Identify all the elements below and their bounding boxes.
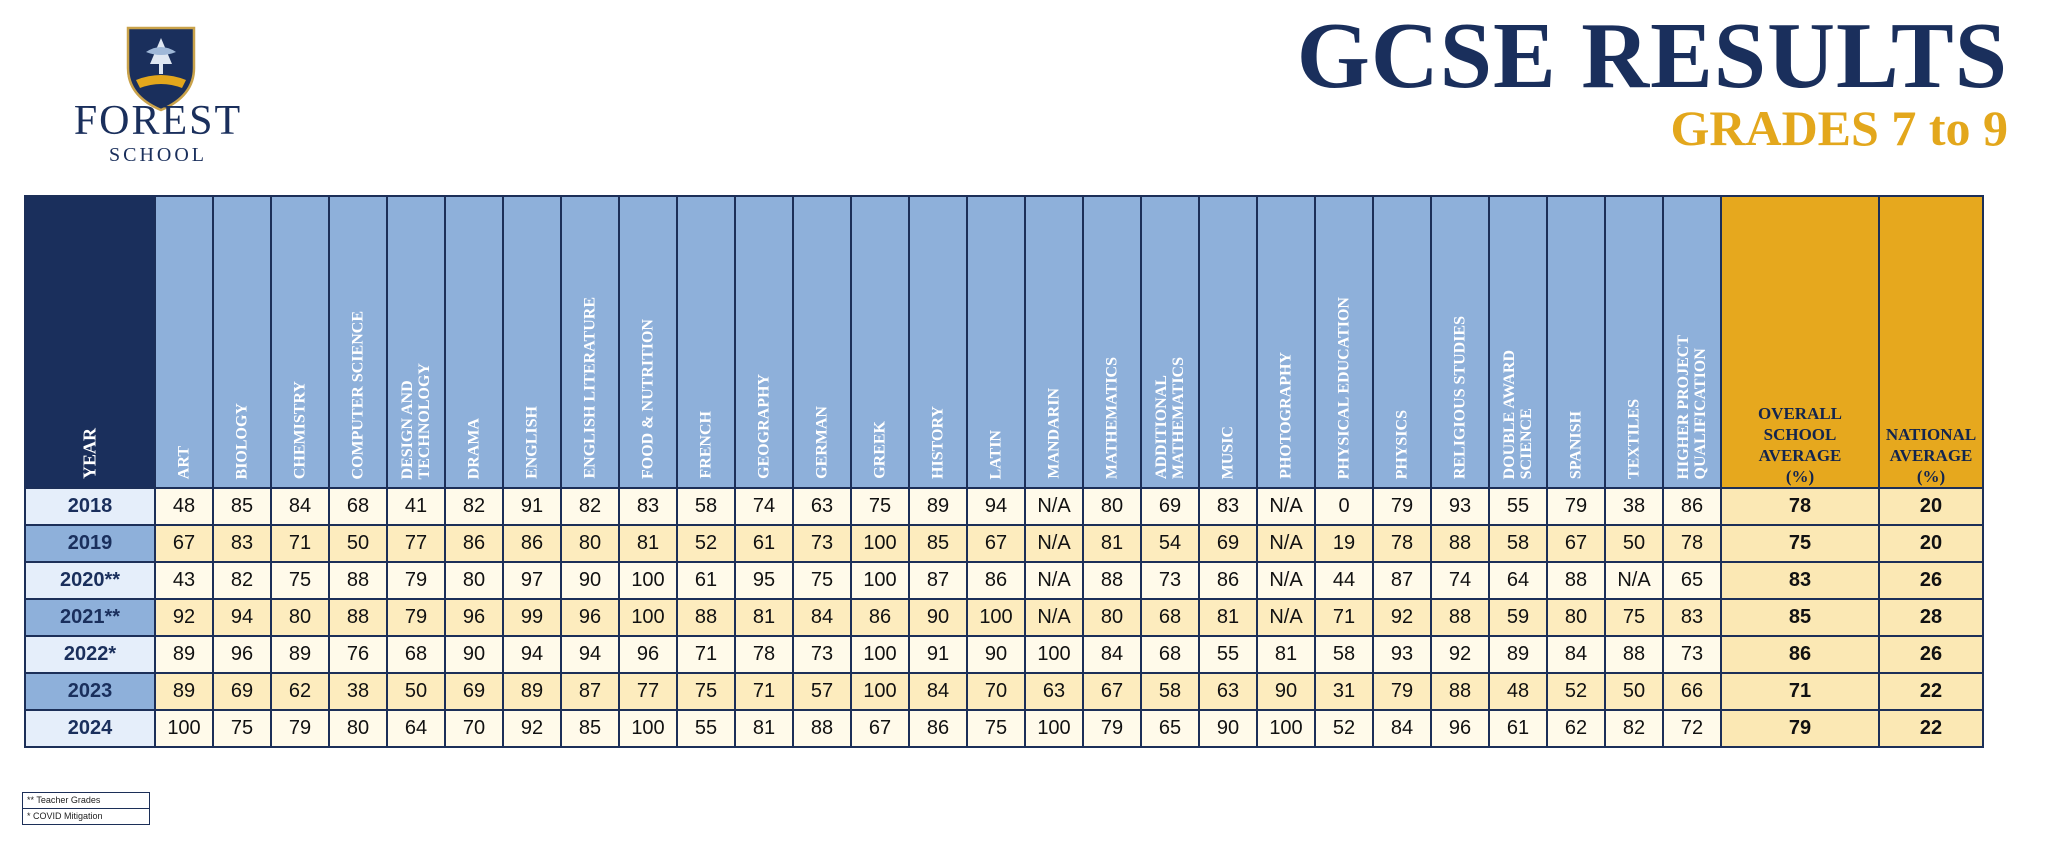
grade-cell-french: 58 xyxy=(677,488,735,525)
grade-cell-french: 52 xyxy=(677,525,735,562)
subject-header-label: BIOLOGY xyxy=(233,402,251,479)
grade-cell-food-nutrition: 100 xyxy=(619,599,677,636)
grade-cell-english-literature: 85 xyxy=(561,710,619,747)
grade-cell-food-nutrition: 81 xyxy=(619,525,677,562)
grade-cell-computer-science: 50 xyxy=(329,525,387,562)
grade-cell-art: 89 xyxy=(155,673,213,710)
school-average-cell: 83 xyxy=(1721,562,1879,599)
national-average-cell: 20 xyxy=(1879,525,1983,562)
grade-cell-physics: 93 xyxy=(1373,636,1431,673)
subject-header-label: TEXTILES xyxy=(1625,398,1643,479)
grade-cell-design-and-technology: 79 xyxy=(387,599,445,636)
subject-header-label: GEOGRAPHY xyxy=(755,374,773,479)
grade-cell-textiles: N/A xyxy=(1605,562,1663,599)
grade-cell-design-and-technology: 79 xyxy=(387,562,445,599)
grade-cell-additional-mathematics: 58 xyxy=(1141,673,1199,710)
grade-cell-biology: 75 xyxy=(213,710,271,747)
grade-cell-biology: 69 xyxy=(213,673,271,710)
grade-cell-design-and-technology: 64 xyxy=(387,710,445,747)
grade-cell-design-and-technology: 68 xyxy=(387,636,445,673)
grade-cell-geography: 81 xyxy=(735,710,793,747)
subject-header-label: ENGLISH xyxy=(523,406,541,479)
school-name-line2: SCHOOL xyxy=(108,144,207,166)
subject-header-spanish xyxy=(1547,196,1605,488)
grade-cell-drama: 70 xyxy=(445,710,503,747)
subject-header-label: GERMAN xyxy=(813,406,831,479)
grade-cell-english: 86 xyxy=(503,525,561,562)
grade-cell-french: 55 xyxy=(677,710,735,747)
subject-header-english xyxy=(503,196,561,488)
grade-cell-spanish: 79 xyxy=(1547,488,1605,525)
subject-header-label: RELIGIOUS STUDIES xyxy=(1451,315,1469,479)
grade-cell-spanish: 80 xyxy=(1547,599,1605,636)
grade-cell-music: 86 xyxy=(1199,562,1257,599)
grade-cell-english-literature: 96 xyxy=(561,599,619,636)
subject-header-higher-project-qualification xyxy=(1663,196,1721,488)
subject-header-label: FRENCH xyxy=(697,411,715,479)
grade-cell-religious-studies: 88 xyxy=(1431,599,1489,636)
grade-cell-german: 88 xyxy=(793,710,851,747)
grade-cell-latin: 67 xyxy=(967,525,1025,562)
grade-cell-physics: 87 xyxy=(1373,562,1431,599)
grade-cell-physical-education: 19 xyxy=(1315,525,1373,562)
header-row xyxy=(25,196,1983,488)
grade-cell-chemistry: 75 xyxy=(271,562,329,599)
grade-cell-spanish: 67 xyxy=(1547,525,1605,562)
grade-cell-chemistry: 71 xyxy=(271,525,329,562)
grade-cell-spanish: 52 xyxy=(1547,673,1605,710)
grade-cell-design-and-technology: 50 xyxy=(387,673,445,710)
grade-cell-higher-project-qualification: 86 xyxy=(1663,488,1721,525)
grade-cell-spanish: 62 xyxy=(1547,710,1605,747)
grade-cell-history: 84 xyxy=(909,673,967,710)
grade-cell-computer-science: 88 xyxy=(329,562,387,599)
grade-cell-biology: 83 xyxy=(213,525,271,562)
grade-cell-computer-science: 38 xyxy=(329,673,387,710)
grade-cell-photography: 90 xyxy=(1257,673,1315,710)
national-average-cell: 26 xyxy=(1879,636,1983,673)
grade-cell-biology: 82 xyxy=(213,562,271,599)
subject-header-label: PHOTOGRAPHY xyxy=(1277,352,1295,479)
grade-cell-food-nutrition: 83 xyxy=(619,488,677,525)
subject-header-label: MUSIC xyxy=(1219,425,1237,479)
grade-cell-computer-science: 76 xyxy=(329,636,387,673)
grade-cell-chemistry: 79 xyxy=(271,710,329,747)
grade-cell-latin: 94 xyxy=(967,488,1025,525)
grade-cell-latin: 70 xyxy=(967,673,1025,710)
grade-cell-french: 61 xyxy=(677,562,735,599)
grade-cell-latin: 90 xyxy=(967,636,1025,673)
subject-header-music xyxy=(1199,196,1257,488)
grade-cell-german: 75 xyxy=(793,562,851,599)
grade-cell-mathematics: 79 xyxy=(1083,710,1141,747)
subject-header-geography xyxy=(735,196,793,488)
grade-cell-music: 83 xyxy=(1199,488,1257,525)
grade-cell-religious-studies: 92 xyxy=(1431,636,1489,673)
subject-header-label: MANDARIN xyxy=(1045,388,1063,479)
grade-cell-textiles: 75 xyxy=(1605,599,1663,636)
grade-cell-geography: 74 xyxy=(735,488,793,525)
grade-cell-english: 99 xyxy=(503,599,561,636)
grade-cell-biology: 85 xyxy=(213,488,271,525)
subject-header-label: LATIN xyxy=(987,429,1005,479)
subject-header-art xyxy=(155,196,213,488)
school-average-cell: 86 xyxy=(1721,636,1879,673)
school-name-line1: FOREST xyxy=(73,98,243,144)
year-cell: 2020** xyxy=(25,562,155,599)
grade-cell-additional-mathematics: 69 xyxy=(1141,488,1199,525)
grade-cell-double-award-science: 61 xyxy=(1489,710,1547,747)
grade-cell-double-award-science: 55 xyxy=(1489,488,1547,525)
grade-cell-history: 87 xyxy=(909,562,967,599)
grade-cell-mandarin: 100 xyxy=(1025,636,1083,673)
grade-cell-photography: N/A xyxy=(1257,488,1315,525)
grade-cell-drama: 80 xyxy=(445,562,503,599)
grade-cell-french: 75 xyxy=(677,673,735,710)
table-row xyxy=(25,636,1983,673)
subject-header-label: CHEMISTRY xyxy=(291,380,309,479)
grade-cell-drama: 96 xyxy=(445,599,503,636)
year-cell: 2018 xyxy=(25,488,155,525)
grade-cell-physical-education: 31 xyxy=(1315,673,1373,710)
grade-cell-english-literature: 87 xyxy=(561,673,619,710)
subject-header-drama xyxy=(445,196,503,488)
grade-cell-textiles: 88 xyxy=(1605,636,1663,673)
grade-cell-mandarin: N/A xyxy=(1025,599,1083,636)
grade-cell-greek: 75 xyxy=(851,488,909,525)
subject-header-label: ENGLISH LITERATURE xyxy=(581,297,599,479)
subject-header-photography xyxy=(1257,196,1315,488)
school-average-cell: 71 xyxy=(1721,673,1879,710)
grade-cell-french: 88 xyxy=(677,599,735,636)
grade-cell-physics: 92 xyxy=(1373,599,1431,636)
grade-cell-mathematics: 80 xyxy=(1083,599,1141,636)
grade-cell-additional-mathematics: 65 xyxy=(1141,710,1199,747)
school-average-header: OVERALL SCHOOL AVERAGE (%) xyxy=(1721,196,1879,488)
grade-cell-higher-project-qualification: 65 xyxy=(1663,562,1721,599)
results-table xyxy=(24,195,1984,748)
grade-cell-higher-project-qualification: 83 xyxy=(1663,599,1721,636)
subject-header-french xyxy=(677,196,735,488)
subject-header-design-and-technology xyxy=(387,196,445,488)
table-row xyxy=(25,710,1983,747)
subject-header-label: ADDITIONAL MATHEMATICS xyxy=(1153,356,1187,479)
grade-cell-biology: 96 xyxy=(213,636,271,673)
grade-cell-food-nutrition: 100 xyxy=(619,710,677,747)
grade-cell-food-nutrition: 96 xyxy=(619,636,677,673)
subject-header-label: HIGHER PROJECT QUALIFICATION xyxy=(1675,334,1709,479)
grade-cell-double-award-science: 58 xyxy=(1489,525,1547,562)
grade-cell-additional-mathematics: 68 xyxy=(1141,636,1199,673)
grade-cell-higher-project-qualification: 72 xyxy=(1663,710,1721,747)
grade-cell-geography: 61 xyxy=(735,525,793,562)
grade-cell-german: 63 xyxy=(793,488,851,525)
subject-header-english-literature xyxy=(561,196,619,488)
grade-cell-physics: 79 xyxy=(1373,673,1431,710)
subject-header-physics xyxy=(1373,196,1431,488)
grade-cell-english-literature: 82 xyxy=(561,488,619,525)
year-cell: 2021** xyxy=(25,599,155,636)
subject-header-food-nutrition xyxy=(619,196,677,488)
grade-cell-latin: 86 xyxy=(967,562,1025,599)
grade-cell-mathematics: 80 xyxy=(1083,488,1141,525)
grade-cell-religious-studies: 93 xyxy=(1431,488,1489,525)
grade-cell-greek: 100 xyxy=(851,636,909,673)
grade-cell-history: 85 xyxy=(909,525,967,562)
grade-cell-higher-project-qualification: 78 xyxy=(1663,525,1721,562)
grade-cell-religious-studies: 74 xyxy=(1431,562,1489,599)
grade-cell-history: 90 xyxy=(909,599,967,636)
grade-cell-english: 97 xyxy=(503,562,561,599)
year-cell: 2023 xyxy=(25,673,155,710)
grade-cell-computer-science: 68 xyxy=(329,488,387,525)
grade-cell-mathematics: 84 xyxy=(1083,636,1141,673)
grade-cell-photography: N/A xyxy=(1257,562,1315,599)
subject-header-physical-education xyxy=(1315,196,1373,488)
national-average-cell: 20 xyxy=(1879,488,1983,525)
grade-cell-art: 92 xyxy=(155,599,213,636)
school-average-cell: 75 xyxy=(1721,525,1879,562)
year-header xyxy=(25,196,155,488)
grade-cell-drama: 69 xyxy=(445,673,503,710)
subject-header-textiles xyxy=(1605,196,1663,488)
grade-cell-geography: 95 xyxy=(735,562,793,599)
grade-cell-greek: 100 xyxy=(851,673,909,710)
grade-cell-french: 71 xyxy=(677,636,735,673)
grade-cell-mandarin: 100 xyxy=(1025,710,1083,747)
grade-cell-physical-education: 71 xyxy=(1315,599,1373,636)
subject-header-double-award-science xyxy=(1489,196,1547,488)
subject-header-label: SPANISH xyxy=(1567,410,1585,479)
grade-cell-german: 73 xyxy=(793,525,851,562)
grade-cell-food-nutrition: 100 xyxy=(619,562,677,599)
subject-header-label: PHYSICAL EDUCATION xyxy=(1335,296,1353,479)
grade-cell-geography: 81 xyxy=(735,599,793,636)
grade-cell-mandarin: 63 xyxy=(1025,673,1083,710)
year-cell: 2019 xyxy=(25,525,155,562)
grade-cell-additional-mathematics: 54 xyxy=(1141,525,1199,562)
subject-header-german xyxy=(793,196,851,488)
footnote-teacher-grades: ** Teacher Grades xyxy=(23,793,149,809)
grade-cell-food-nutrition: 77 xyxy=(619,673,677,710)
grade-cell-greek: 100 xyxy=(851,562,909,599)
grade-cell-textiles: 38 xyxy=(1605,488,1663,525)
grade-cell-latin: 100 xyxy=(967,599,1025,636)
subject-header-label: DRAMA xyxy=(465,417,483,479)
grade-cell-drama: 86 xyxy=(445,525,503,562)
grade-cell-music: 90 xyxy=(1199,710,1257,747)
grade-cell-mathematics: 88 xyxy=(1083,562,1141,599)
school-name xyxy=(38,98,278,166)
subject-header-history xyxy=(909,196,967,488)
grade-cell-higher-project-qualification: 73 xyxy=(1663,636,1721,673)
grade-cell-spanish: 88 xyxy=(1547,562,1605,599)
grade-cell-photography: N/A xyxy=(1257,599,1315,636)
year-header-label: YEAR xyxy=(79,427,100,479)
subject-header-label: DESIGN AND TECHNOLOGY xyxy=(399,362,433,479)
grade-cell-music: 81 xyxy=(1199,599,1257,636)
grade-cell-chemistry: 80 xyxy=(271,599,329,636)
grade-cell-german: 73 xyxy=(793,636,851,673)
grade-cell-english-literature: 90 xyxy=(561,562,619,599)
grade-cell-greek: 100 xyxy=(851,525,909,562)
grade-cell-design-and-technology: 41 xyxy=(387,488,445,525)
table-row xyxy=(25,488,1983,525)
national-average-cell: 22 xyxy=(1879,673,1983,710)
grade-cell-double-award-science: 48 xyxy=(1489,673,1547,710)
grade-cell-greek: 67 xyxy=(851,710,909,747)
grade-cell-computer-science: 80 xyxy=(329,710,387,747)
national-average-cell: 28 xyxy=(1879,599,1983,636)
national-average-header: NATIONAL AVERAGE (%) xyxy=(1879,196,1983,488)
grade-cell-additional-mathematics: 73 xyxy=(1141,562,1199,599)
subject-header-label: PHYSICS xyxy=(1393,409,1411,479)
grade-cell-physics: 78 xyxy=(1373,525,1431,562)
subject-header-label: HISTORY xyxy=(929,406,947,479)
grade-cell-drama: 82 xyxy=(445,488,503,525)
grade-cell-english-literature: 94 xyxy=(561,636,619,673)
grade-cell-music: 55 xyxy=(1199,636,1257,673)
grade-cell-textiles: 50 xyxy=(1605,673,1663,710)
grade-cell-physical-education: 52 xyxy=(1315,710,1373,747)
grade-cell-textiles: 50 xyxy=(1605,525,1663,562)
subject-header-label: ART xyxy=(175,445,193,479)
grade-cell-religious-studies: 88 xyxy=(1431,525,1489,562)
grade-cell-mandarin: N/A xyxy=(1025,525,1083,562)
subject-header-label: GREEK xyxy=(871,421,889,479)
subject-header-label: COMPUTER SCIENCE xyxy=(349,310,367,479)
table-row xyxy=(25,673,1983,710)
grade-cell-physics: 84 xyxy=(1373,710,1431,747)
grade-cell-german: 57 xyxy=(793,673,851,710)
table-row xyxy=(25,525,1983,562)
footnote-covid-mitigation: * COVID Mitigation xyxy=(27,811,103,821)
grade-cell-photography: N/A xyxy=(1257,525,1315,562)
grade-cell-photography: 100 xyxy=(1257,710,1315,747)
subject-header-greek xyxy=(851,196,909,488)
grade-cell-religious-studies: 88 xyxy=(1431,673,1489,710)
grade-cell-double-award-science: 64 xyxy=(1489,562,1547,599)
grade-cell-german: 84 xyxy=(793,599,851,636)
grade-cell-latin: 75 xyxy=(967,710,1025,747)
page-title: GCSE RESULTS xyxy=(1296,4,2008,108)
subject-header-computer-science xyxy=(329,196,387,488)
grade-cell-mandarin: N/A xyxy=(1025,488,1083,525)
grade-cell-english: 94 xyxy=(503,636,561,673)
grade-cell-geography: 78 xyxy=(735,636,793,673)
grade-cell-textiles: 82 xyxy=(1605,710,1663,747)
grade-cell-history: 91 xyxy=(909,636,967,673)
grade-cell-design-and-technology: 77 xyxy=(387,525,445,562)
grade-cell-physics: 79 xyxy=(1373,488,1431,525)
grade-cell-double-award-science: 89 xyxy=(1489,636,1547,673)
grade-cell-art: 100 xyxy=(155,710,213,747)
national-average-cell: 26 xyxy=(1879,562,1983,599)
grade-cell-spanish: 84 xyxy=(1547,636,1605,673)
grade-cell-art: 48 xyxy=(155,488,213,525)
footnotes xyxy=(22,792,150,825)
school-average-cell: 85 xyxy=(1721,599,1879,636)
grade-cell-geography: 71 xyxy=(735,673,793,710)
national-average-cell: 22 xyxy=(1879,710,1983,747)
grade-cell-photography: 81 xyxy=(1257,636,1315,673)
grade-cell-english: 92 xyxy=(503,710,561,747)
subject-header-religious-studies xyxy=(1431,196,1489,488)
grade-cell-computer-science: 88 xyxy=(329,599,387,636)
subject-header-label: FOOD & NUTRITION xyxy=(639,318,657,479)
grade-cell-art: 89 xyxy=(155,636,213,673)
school-average-cell: 79 xyxy=(1721,710,1879,747)
grade-cell-higher-project-qualification: 66 xyxy=(1663,673,1721,710)
grade-cell-chemistry: 84 xyxy=(271,488,329,525)
subject-header-latin xyxy=(967,196,1025,488)
grade-cell-mandarin: N/A xyxy=(1025,562,1083,599)
grade-cell-english: 91 xyxy=(503,488,561,525)
page-subtitle: GRADES 7 to 9 xyxy=(1670,100,2008,156)
grade-cell-history: 89 xyxy=(909,488,967,525)
grade-cell-english: 89 xyxy=(503,673,561,710)
grade-cell-chemistry: 62 xyxy=(271,673,329,710)
grade-cell-music: 63 xyxy=(1199,673,1257,710)
grade-cell-double-award-science: 59 xyxy=(1489,599,1547,636)
grade-cell-mathematics: 67 xyxy=(1083,673,1141,710)
grade-cell-art: 43 xyxy=(155,562,213,599)
grade-cell-art: 67 xyxy=(155,525,213,562)
grade-cell-physical-education: 44 xyxy=(1315,562,1373,599)
grade-cell-drama: 90 xyxy=(445,636,503,673)
grade-cell-additional-mathematics: 68 xyxy=(1141,599,1199,636)
subject-header-chemistry xyxy=(271,196,329,488)
grade-cell-physical-education: 58 xyxy=(1315,636,1373,673)
grade-cell-english-literature: 80 xyxy=(561,525,619,562)
subject-header-label: MATHEMATICS xyxy=(1103,356,1121,479)
grade-cell-chemistry: 89 xyxy=(271,636,329,673)
grade-cell-physical-education: 0 xyxy=(1315,488,1373,525)
grade-cell-religious-studies: 96 xyxy=(1431,710,1489,747)
table-row xyxy=(25,599,1983,636)
grade-cell-greek: 86 xyxy=(851,599,909,636)
table-row xyxy=(25,562,1983,599)
year-cell: 2022* xyxy=(25,636,155,673)
subject-header-mathematics xyxy=(1083,196,1141,488)
grade-cell-biology: 94 xyxy=(213,599,271,636)
subject-header-label: DOUBLE AWARD SCIENCE xyxy=(1501,349,1535,479)
grade-cell-history: 86 xyxy=(909,710,967,747)
subject-header-additional-mathematics xyxy=(1141,196,1199,488)
subject-header-mandarin xyxy=(1025,196,1083,488)
grade-cell-music: 69 xyxy=(1199,525,1257,562)
subject-header-biology xyxy=(213,196,271,488)
school-average-cell: 78 xyxy=(1721,488,1879,525)
grade-cell-mathematics: 81 xyxy=(1083,525,1141,562)
year-cell: 2024 xyxy=(25,710,155,747)
